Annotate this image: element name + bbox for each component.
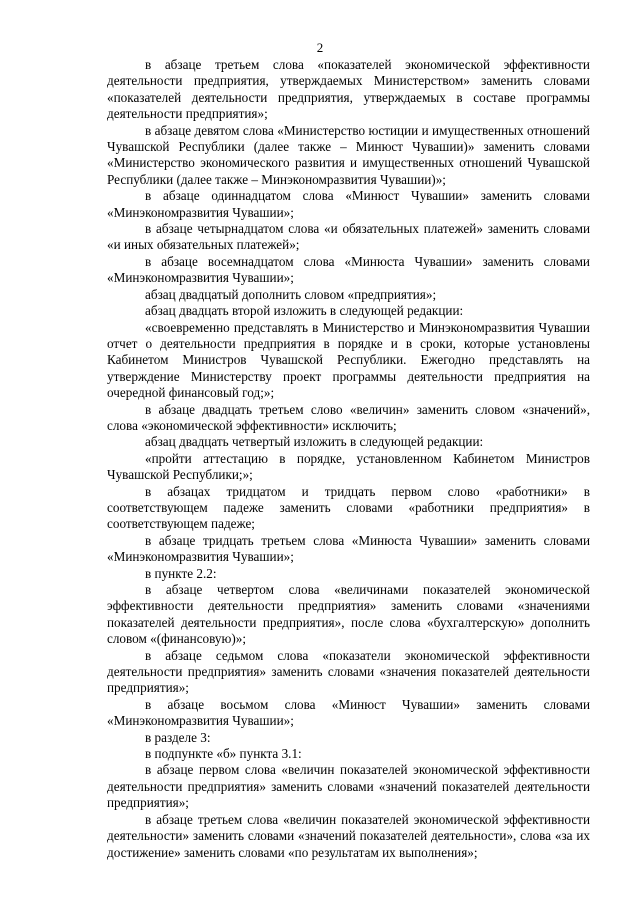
- paragraph: в абзацах тридцатом и тридцать первом слово «работники» в соответствующем падеже заменить словами «работники предприятия» в соответствующем падеже;: [107, 483, 590, 532]
- paragraph: в абзаце четырнадцатом слова «и обязательных платежей» заменить словами «и иных обязательных платежей»;: [107, 221, 590, 253]
- paragraph: в разделе 3:: [145, 729, 211, 745]
- paragraph: в абзаце первом слова «величин показателей экономической эффективности деятельности предприятия» заменить словами «значений показателей деятельности предприятия»;: [107, 762, 590, 811]
- paragraph: в абзаце девятом слова «Министерство юстиции и имущественных отношений Чувашской Республики (далее также – Минюст Чувашии)» заменить словами «Министерство экономического развития и имущественных отношений Чувашской Республики (далее также – Минэкономразвития Чувашии)»;: [107, 122, 590, 187]
- document-body: [107, 57, 590, 861]
- paragraph: абзац двадцатый дополнить словом «предприятия»;: [145, 286, 437, 302]
- paragraph: «пройти аттестацию в порядке, установленном Кабинетом Министров Чувашской Республики;»;: [107, 450, 590, 483]
- paragraph: в абзаце восьмом слова «Минюст Чувашии» заменить словами «Минэкономразвития Чувашии»;: [107, 696, 590, 729]
- paragraph: в подпункте «б» пункта 3.1:: [145, 746, 302, 762]
- paragraph: абзац двадцать второй изложить в следующей редакции:: [145, 303, 464, 319]
- paragraph: в абзаце восемнадцатом слова «Минюста Чувашии» заменить словами «Минэкономразвития Чувашии»;: [107, 253, 590, 286]
- paragraph: в абзаце третьем слова «величин показателей экономической эффективности деятельности» заменить словами «значений показателей деятельности», слова «за их достижение» заменить словами «по результатам их выполнения»;: [107, 811, 590, 860]
- paragraph: в абзаце одиннадцатом слова «Минюст Чувашии» заменить словами «Минэкономразвития Чувашии»;: [107, 188, 590, 220]
- paragraph: в абзаце двадцать третьем слово «величин» заменить словом «значений», слова «экономической эффективности» исключить;: [107, 401, 590, 433]
- paragraph: в пункте 2.2:: [145, 565, 217, 581]
- paragraph: абзац двадцать четвертый изложить в следующей редакции:: [145, 434, 484, 450]
- paragraph: в абзаце третьем слова «показателей экономической эффективности деятельности предприятия, утверждаемых Министерством» заменить словами «показателей деятельности предприятия, утверждаемых в составе программы деятельности предприятия»;: [107, 57, 590, 122]
- page-number: 2: [316, 40, 324, 55]
- paragraph: в абзаце четвертом слова «величинами показателей экономической эффективности деятельности предприятия» заменить словами «значениями показателей деятельности предприятия», после слова «бухгалтерскую» дополнить словом «(финансовую)»;: [107, 582, 590, 647]
- paragraph: «своевременно представлять в Министерство и Минэкономразвития Чувашии отчет о деятельности предприятия в порядке и в сроки, которые установлены Кабинетом Министров Чувашской Республики. Ежегодно представлять на утверждение Министерству проект программы деятельности предприятия на очередной финансовый год;»;: [107, 319, 590, 401]
- paragraph: в абзаце седьмом слова «показатели экономической эффективности деятельности предприятия» заменить словами «значения показателей деятельности предприятия»;: [107, 647, 590, 696]
- paragraph: в абзаце тридцать третьем слова «Минюста Чувашии» заменить словами «Минэкономразвития Чувашии»;: [107, 532, 590, 565]
